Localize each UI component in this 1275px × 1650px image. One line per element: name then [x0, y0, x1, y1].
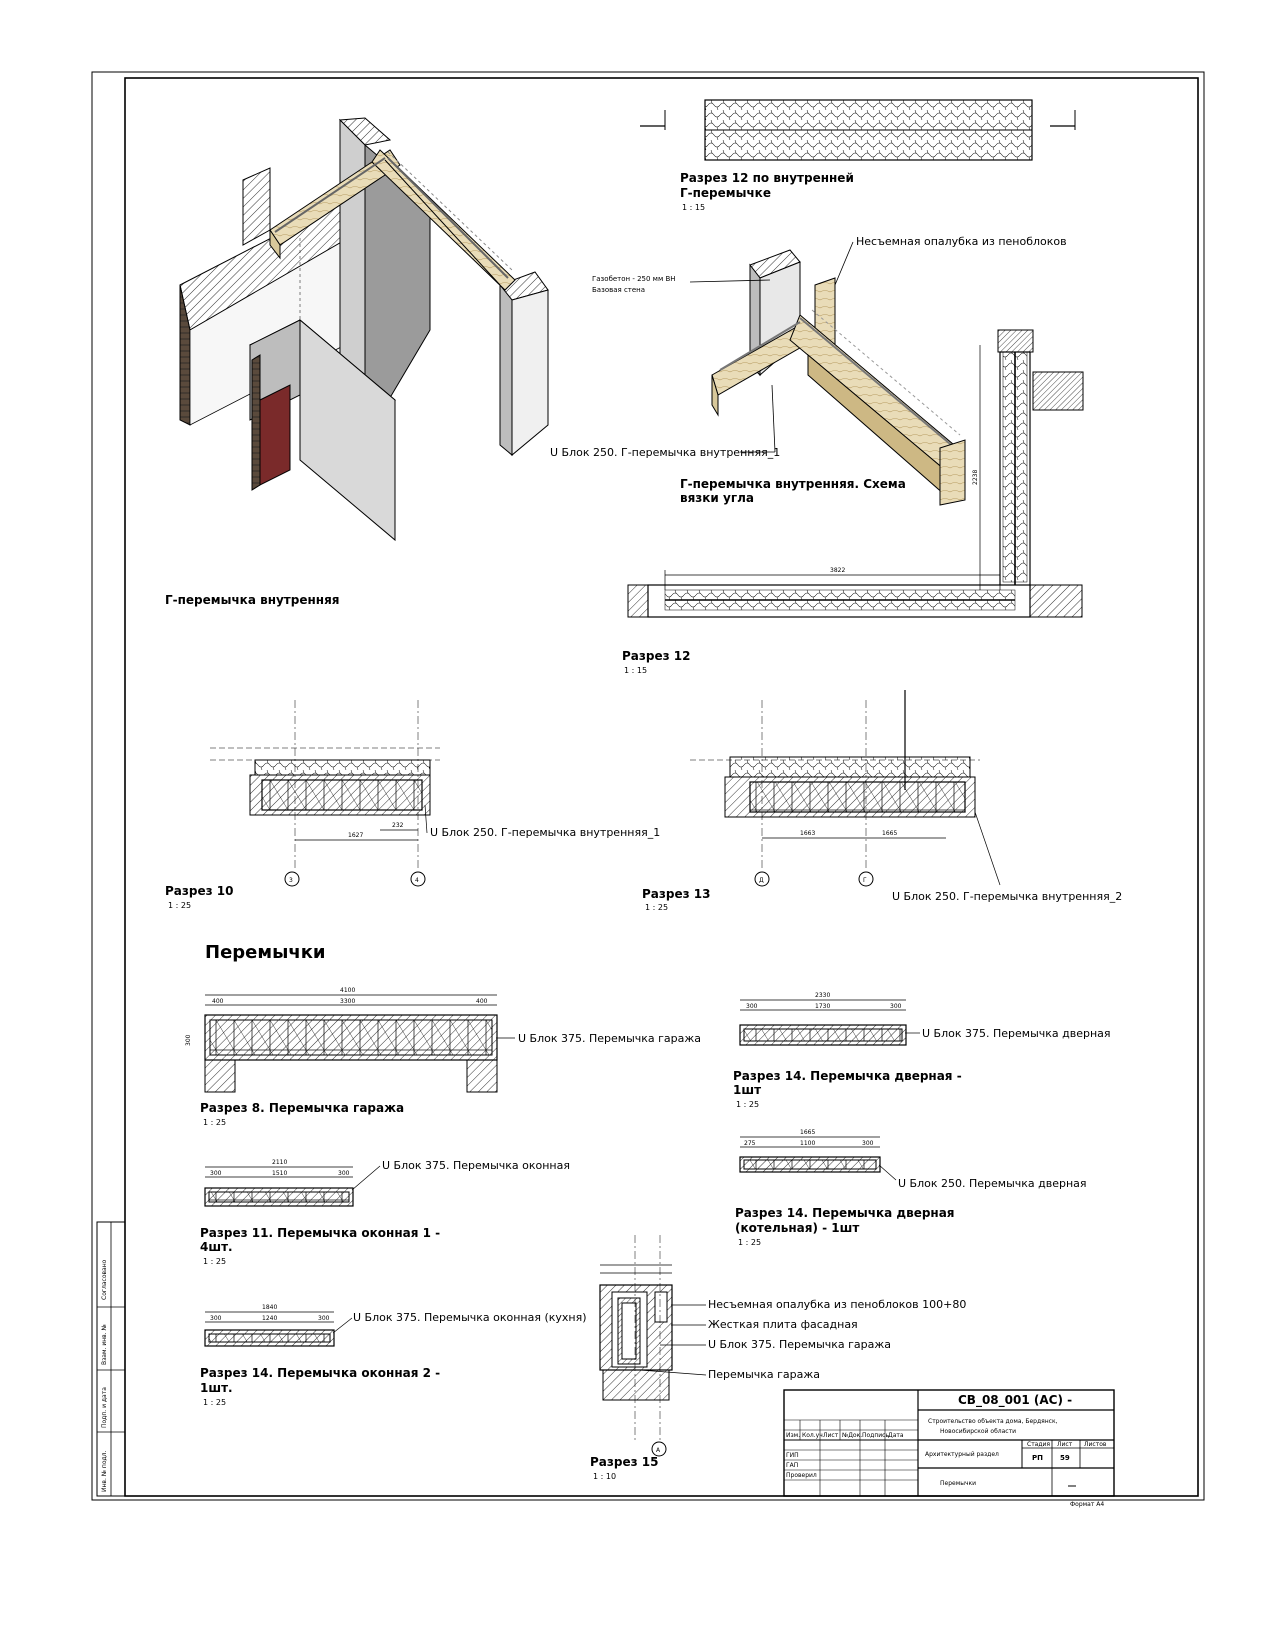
section13-axis-right: Г [863, 877, 867, 884]
section13-scale: 1 : 25 [645, 903, 669, 912]
section14k-dim-total: 1665 [800, 1129, 816, 1136]
isometric-lintel-view [165, 118, 548, 607]
isometric-title: Г-перемычка внутренняя [165, 593, 340, 607]
tb-contents: Перемычки [940, 1480, 977, 1487]
section14k-dim-mid: 1100 [800, 1140, 816, 1147]
corner-scheme-title-2: вязки угла [680, 491, 754, 505]
corner-scheme-title-1: Г-перемычка внутренняя. Схема [680, 477, 906, 491]
tb-stage: РП [1032, 1454, 1043, 1462]
section10-axis-right: 4 [415, 877, 419, 884]
tb-col-5: Подпись [862, 1432, 889, 1439]
callout-aerated-2: Базовая стена [592, 286, 646, 294]
section8-title: Разрез 8. Перемычка гаража [200, 1101, 405, 1115]
section10-scale: 1 : 25 [168, 901, 192, 910]
section10-axis-left: 3 [289, 877, 293, 884]
section8-dim-right: 400 [476, 998, 488, 1005]
callout-formwork: Несъемная опалубка из пеноблоков [856, 235, 1067, 248]
section14d-title-1: Разрез 14. Перемычка дверная - [733, 1069, 962, 1083]
section14d-dim-mid: 1730 [815, 1003, 831, 1010]
section14w-title-2: 1шт. [200, 1381, 233, 1395]
tb-col-6: Дата [888, 1432, 904, 1439]
callout-ublock-inner-1-s10: U Блок 250. Г-перемычка внутренняя_1 [430, 826, 661, 839]
section8-dim-total: 4100 [340, 987, 356, 994]
callout-ublock-garage: U Блок 375. Перемычка гаража [518, 1032, 702, 1045]
section12-inner-view [640, 100, 1075, 212]
section14d-dim-right: 300 [890, 1003, 902, 1010]
section14-door-view [733, 992, 1111, 1109]
section13-dim-a: 1663 [800, 830, 816, 837]
callout-ublock-window-kitchen: U Блок 375. Перемычка оконная (кухня) [353, 1311, 587, 1324]
section12-inner-scale: 1 : 15 [682, 203, 706, 212]
section11-view [200, 1159, 570, 1266]
tb-col-3: Лист [823, 1432, 839, 1439]
section8-view [185, 987, 701, 1127]
callout-formwork-100-80: Несъемная опалубка из пеноблоков 100+80 [708, 1298, 967, 1311]
section11-title-1: Разрез 11. Перемычка оконная 1 - [200, 1226, 441, 1240]
callout-facade-board: Жесткая плита фасадная [708, 1318, 858, 1331]
tb-row-1: ГИП [786, 1452, 799, 1459]
section8-dim-left: 400 [212, 998, 224, 1005]
section14w-dim-right: 300 [318, 1315, 330, 1322]
section14d-dim-total: 2330 [815, 992, 831, 999]
callout-ublock-door: U Блок 375. Перемычка дверная [922, 1027, 1111, 1040]
section12-inner-title-1: Разрез 12 по внутренней [680, 171, 854, 185]
section11-dim-left: 300 [210, 1170, 222, 1177]
stamp-inventory: Инв. № подл. [101, 1450, 108, 1492]
tb-col-4: №Док. [842, 1432, 863, 1439]
section15-title: Разрез 15 [590, 1455, 659, 1469]
section10-dim-a: 1627 [348, 832, 364, 839]
tb-sheets-label: Листов [1084, 1441, 1107, 1448]
tb-row-3: Проверил [786, 1472, 817, 1479]
section14k-title-1: Разрез 14. Перемычка дверная [735, 1206, 955, 1220]
callout-ublock-window: U Блок 375. Перемычка оконная [382, 1159, 570, 1172]
tb-row-2: ГАП [786, 1462, 799, 1469]
section10-view [165, 700, 660, 910]
section14-door2-view [735, 1129, 1087, 1247]
section13-dim-b: 1665 [882, 830, 898, 837]
section12-title: Разрез 12 [622, 649, 691, 663]
section15-view [590, 1235, 966, 1481]
section12-inner-title-2: Г-перемычке [680, 186, 771, 200]
tb-code: СВ_08_001 (АС) - [958, 1393, 1073, 1407]
callout-aerated-1: Газобетон - 250 мм ВН [592, 275, 676, 283]
section12-dim-vertical: 2238 [972, 469, 979, 485]
section12-scale: 1 : 15 [624, 666, 648, 675]
tb-col-2: Кол.уч [802, 1432, 823, 1439]
corner-scheme-view [550, 235, 1067, 505]
tb-col-1: Изм. [786, 1432, 801, 1439]
stamp-signature: Подп. и дата [101, 1387, 108, 1428]
section14d-title-2: 1шт [733, 1083, 762, 1097]
section8-dim-height: 300 [185, 1034, 192, 1046]
section14d-scale: 1 : 25 [736, 1100, 760, 1109]
section8-dim-mid: 3300 [340, 998, 356, 1005]
stamp-agreed: Согласовано [101, 1259, 108, 1300]
callout-ublock-inner-2: U Блок 250. Г-перемычка внутренняя_2 [892, 890, 1123, 903]
section15-scale: 1 : 10 [593, 1472, 617, 1481]
callout-garage-lintel: Перемычка гаража [708, 1368, 821, 1381]
section14k-title-2: (котельная) - 1шт [735, 1221, 860, 1235]
section14w-title-1: Разрез 14. Перемычка оконная 2 - [200, 1366, 441, 1380]
callout-ublock-garage-s15: U Блок 375. Перемычка гаража [708, 1338, 892, 1351]
section14k-dim-right: 300 [862, 1140, 874, 1147]
tb-stage-label: Стадия [1027, 1441, 1051, 1448]
section10-dim-b: 232 [392, 822, 404, 829]
section14w-dim-mid: 1240 [262, 1315, 278, 1322]
section14w-scale: 1 : 25 [203, 1398, 227, 1407]
section10-title: Разрез 10 [165, 884, 234, 898]
tb-sheet-name: Архитектурный раздел [925, 1451, 999, 1458]
tb-project-1: Строительство объекта дома, Бердянск, [928, 1418, 1058, 1425]
section11-title-2: 4шт. [200, 1240, 233, 1254]
callout-ublock-inner-1: U Блок 250. Г-перемычка внутренняя_1 [550, 446, 781, 459]
lintels-heading: Перемычки [205, 942, 326, 963]
title-block [784, 1390, 1114, 1508]
tb-sheet-label: Лист [1057, 1441, 1073, 1448]
tb-format: Формат А4 [1070, 1501, 1105, 1508]
section12-dim-horizontal: 3822 [830, 567, 846, 574]
section14-window2-view [200, 1304, 587, 1407]
section14d-dim-left: 300 [746, 1003, 758, 1010]
section13-view [642, 690, 1122, 912]
section8-scale: 1 : 25 [203, 1118, 227, 1127]
side-stamps [97, 1222, 125, 1496]
section11-dim-mid: 1510 [272, 1170, 288, 1177]
section11-scale: 1 : 25 [203, 1257, 227, 1266]
section14k-dim-left: 275 [744, 1140, 756, 1147]
section11-dim-right: 300 [338, 1170, 350, 1177]
tb-sheet: 59 [1060, 1454, 1070, 1462]
section15-axis: А [656, 1447, 661, 1454]
section14w-dim-total: 1840 [262, 1304, 278, 1311]
callout-ublock-door-250: U Блок 250. Перемычка дверная [898, 1177, 1087, 1190]
section13-axis-left: Д [759, 877, 764, 884]
tb-project-2: Новосибирской области [940, 1428, 1016, 1435]
section14w-dim-left: 300 [210, 1315, 222, 1322]
stamp-replaces: Взам. инв. № [101, 1324, 108, 1365]
section13-title: Разрез 13 [642, 887, 711, 901]
section14k-scale: 1 : 25 [738, 1238, 762, 1247]
section11-dim-total: 2110 [272, 1159, 288, 1166]
